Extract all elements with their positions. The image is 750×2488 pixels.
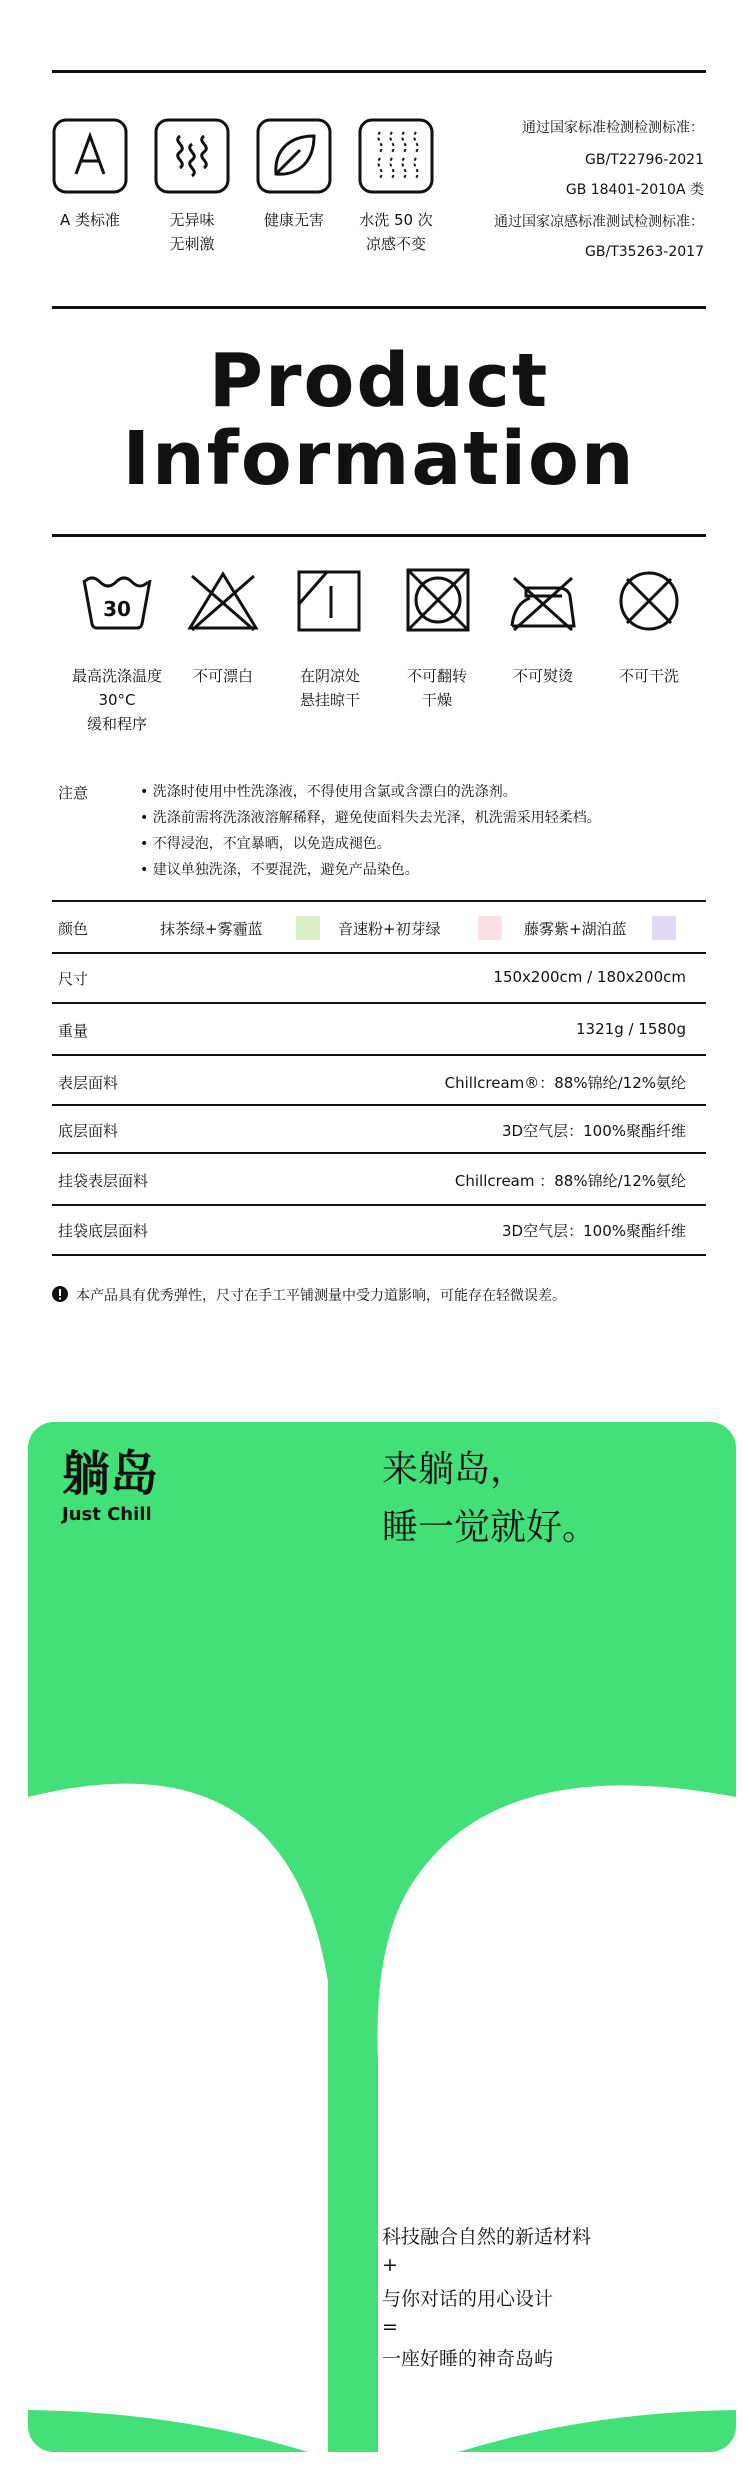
spec-row-value: Chillcream®：88%锦纶/12%氨纶 [444,1074,686,1092]
brand-logo: 躺岛 [62,1446,159,1502]
brand-slogan-line1: 来躺岛， [382,1449,527,1490]
spec-row-value: 1321g / 1580g [576,1020,686,1038]
wash-30-icon [80,568,154,634]
spec-row-value: 150x200cm / 180x200cm [493,968,686,986]
disclaimer-text: 本产品具有优秀弹性，尺寸在手工平铺测量中受力道影响，可能存在轻微误差。 [76,1288,566,1304]
no-dry-clean-icon [612,568,686,634]
a-grade-icon [52,118,128,194]
top-divider [52,70,706,73]
page-title-line2: Information [122,416,636,502]
cert-label-a-grade: A 类标准 [59,211,121,229]
color-swatch [296,916,320,940]
table-row-divider [52,1204,706,1206]
no-bleach-icon [186,568,260,634]
brand-body-line: 科技融合自然的新适材料 [382,2226,592,2248]
note-line: • 不得浸泡，不宜暴晒，以免造成褪色。 [140,836,391,852]
color-option: 藤雾紫+湖泊蓝 [524,920,627,938]
table-row-divider [52,1054,706,1056]
table-top-border [52,900,706,902]
color-swatch [652,916,676,940]
table-bottom-border [52,1254,706,1256]
standard-line: GB 18401-2010A 类 [565,182,704,198]
color-row-label: 颜色 [58,920,89,938]
title-bottom-divider [52,534,706,537]
page-title-line1: Product [208,338,550,424]
spec-row-value: Chillcream ：88%锦纶/12%氨纶 [454,1172,686,1190]
note-line: • 洗涤时使用中性洗涤液，不得使用含氯或含漂白的洗涤剂。 [140,784,517,800]
shade-line-dry-icon [293,568,367,634]
notes-label: 注意 [58,784,89,802]
care-label-dry: 在阴凉处 悬挂晾干 [299,667,360,709]
brand-body-plus: + [382,2254,398,2276]
spec-row-label: 挂袋表层面料 [58,1172,149,1190]
cooling-wave-icon [358,118,434,194]
brand-tagline: Just Chill [62,1504,152,1525]
no-tumble-dry-icon [400,568,474,634]
care-label-wash: 最高洗涤温度 30°C 缓和程序 [71,667,162,733]
brand-body-line: 一座好睡的神奇岛屿 [382,2348,554,2370]
care-label-tumble: 不可翻转 干燥 [406,667,467,709]
care-label-dryclean: 不可干洗 [618,667,679,685]
spec-row-label: 重量 [58,1022,89,1040]
title-top-divider [52,306,706,309]
spec-row-label: 表层面料 [58,1074,119,1092]
table-row-divider [52,1104,706,1106]
no-odor-icon [154,118,230,194]
spec-row-label: 挂袋底层面料 [58,1222,149,1240]
spec-row-label: 底层面料 [58,1122,119,1140]
brand-slogan-line2: 睡一觉就好。 [382,1507,599,1548]
note-line: • 建议单独洗涤，不要混洗，避免产品染色。 [140,862,419,878]
cert-label-healthy: 健康无害 [263,211,324,229]
color-option: 抹茶绿+雾霾蓝 [160,920,263,938]
standard-line: 通过国家凉感标准测试检测标准： [494,214,704,230]
care-label-bleach: 不可漂白 [192,667,253,685]
leaf-icon [256,118,332,194]
standard-line: GB/T22796-2021 [585,152,704,168]
note-line: • 洗涤前需将洗涤液溶解稀释，避免使面料失去光泽，机洗需采用轻柔档。 [140,810,601,826]
color-option: 音速粉+初芽绿 [338,920,441,938]
brand-body-equals: = [382,2316,398,2338]
care-label-iron: 不可熨烫 [512,667,573,685]
no-iron-icon [506,568,580,634]
table-row-divider [52,1152,706,1154]
spec-row-value: 3D空气层：100%聚酯纤维 [502,1222,686,1240]
table-row-divider [52,1002,706,1004]
cert-label-cooling: 水洗 50 次 凉感不变 [359,211,433,253]
info-icon [52,1286,68,1302]
spec-row-label: 尺寸 [58,970,89,988]
cert-label-no-odor: 无异味 无刺激 [169,211,215,253]
color-swatch [478,916,502,940]
brand-body-line: 与你对话的用心设计 [382,2288,554,2310]
table-row-divider [52,952,706,954]
standard-line: GB/T35263-2017 [585,244,704,260]
wash-temp-label: 30 [103,597,131,621]
spec-row-value: 3D空气层：100%聚酯纤维 [502,1122,686,1140]
standard-line: 通过国家标准检测检测标准： [522,120,704,136]
